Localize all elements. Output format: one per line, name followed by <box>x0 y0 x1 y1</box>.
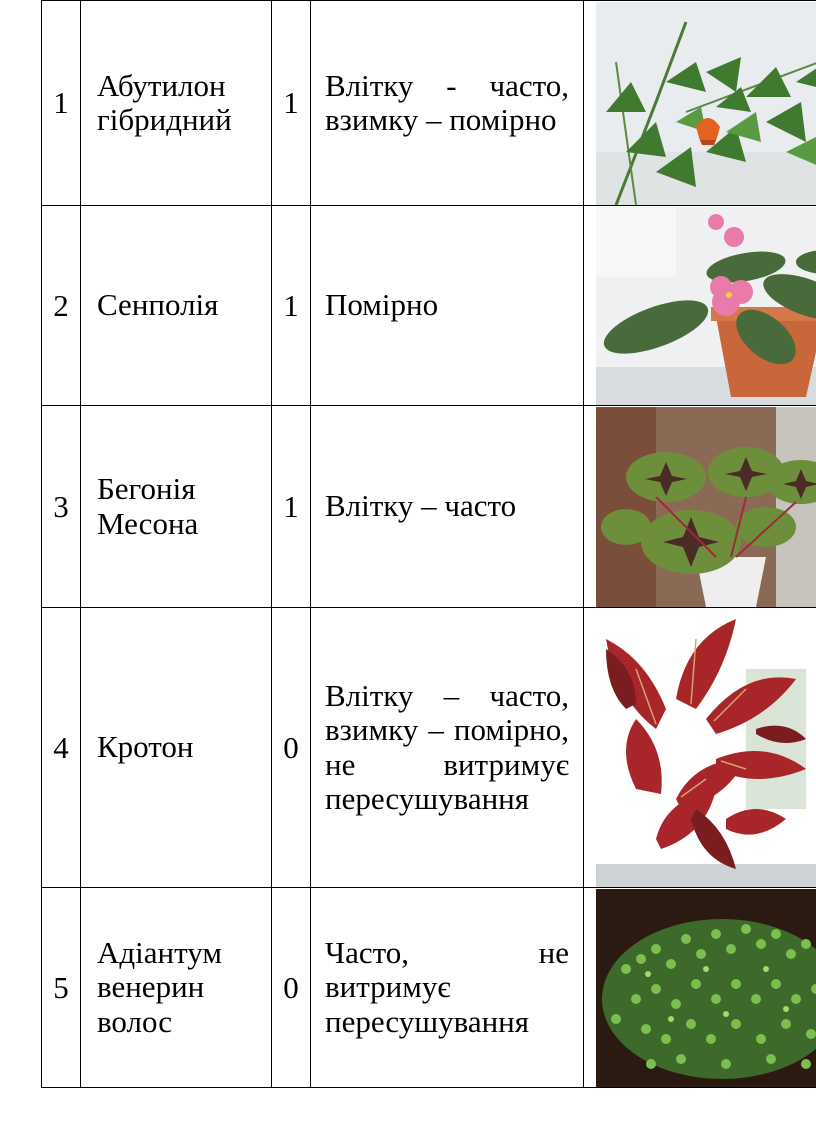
watering-info: Помірно <box>311 206 584 406</box>
table-row <box>42 1 816 206</box>
adiantum-photo <box>596 889 816 1087</box>
photo-cell <box>584 608 816 888</box>
table-row <box>42 206 816 406</box>
photo-cell <box>584 888 816 1088</box>
plant-name: Сенполія <box>81 206 272 406</box>
plant-score: 0 <box>272 608 311 888</box>
row-number: 4 <box>42 608 81 888</box>
plant-name: Бегонія Месона <box>81 406 272 608</box>
saintpaulia-photo <box>596 207 816 405</box>
croton-photo <box>596 609 816 887</box>
table-row <box>42 406 816 608</box>
begonia-photo <box>596 407 816 607</box>
plant-score: 1 <box>272 406 311 608</box>
watering-info: Влітку – часто, взимку – помірно, не витримує пересушування <box>311 608 584 888</box>
table-row <box>42 608 816 888</box>
photo-cell <box>584 406 816 608</box>
table-row <box>42 888 816 1088</box>
plant-name: Абутилон гібридний <box>81 1 272 206</box>
plant-score: 0 <box>272 888 311 1088</box>
photo-cell <box>584 1 816 206</box>
row-number: 2 <box>42 206 81 406</box>
plant-name: Кротон <box>81 608 272 888</box>
watering-info: Влітку – часто <box>311 406 584 608</box>
photo-cell <box>584 206 816 406</box>
row-number: 1 <box>42 1 81 206</box>
plant-score: 1 <box>272 1 311 206</box>
row-number: 5 <box>42 888 81 1088</box>
row-number: 3 <box>42 406 81 608</box>
abutilon-photo <box>596 2 816 205</box>
plant-score: 1 <box>272 206 311 406</box>
plants-table <box>41 0 816 1088</box>
watering-info: Влітку - часто, взимку – помірно <box>311 1 584 206</box>
watering-info: Часто, не витримує пересушування <box>311 888 584 1088</box>
plant-name: Адіантум венерин волос <box>81 888 272 1088</box>
